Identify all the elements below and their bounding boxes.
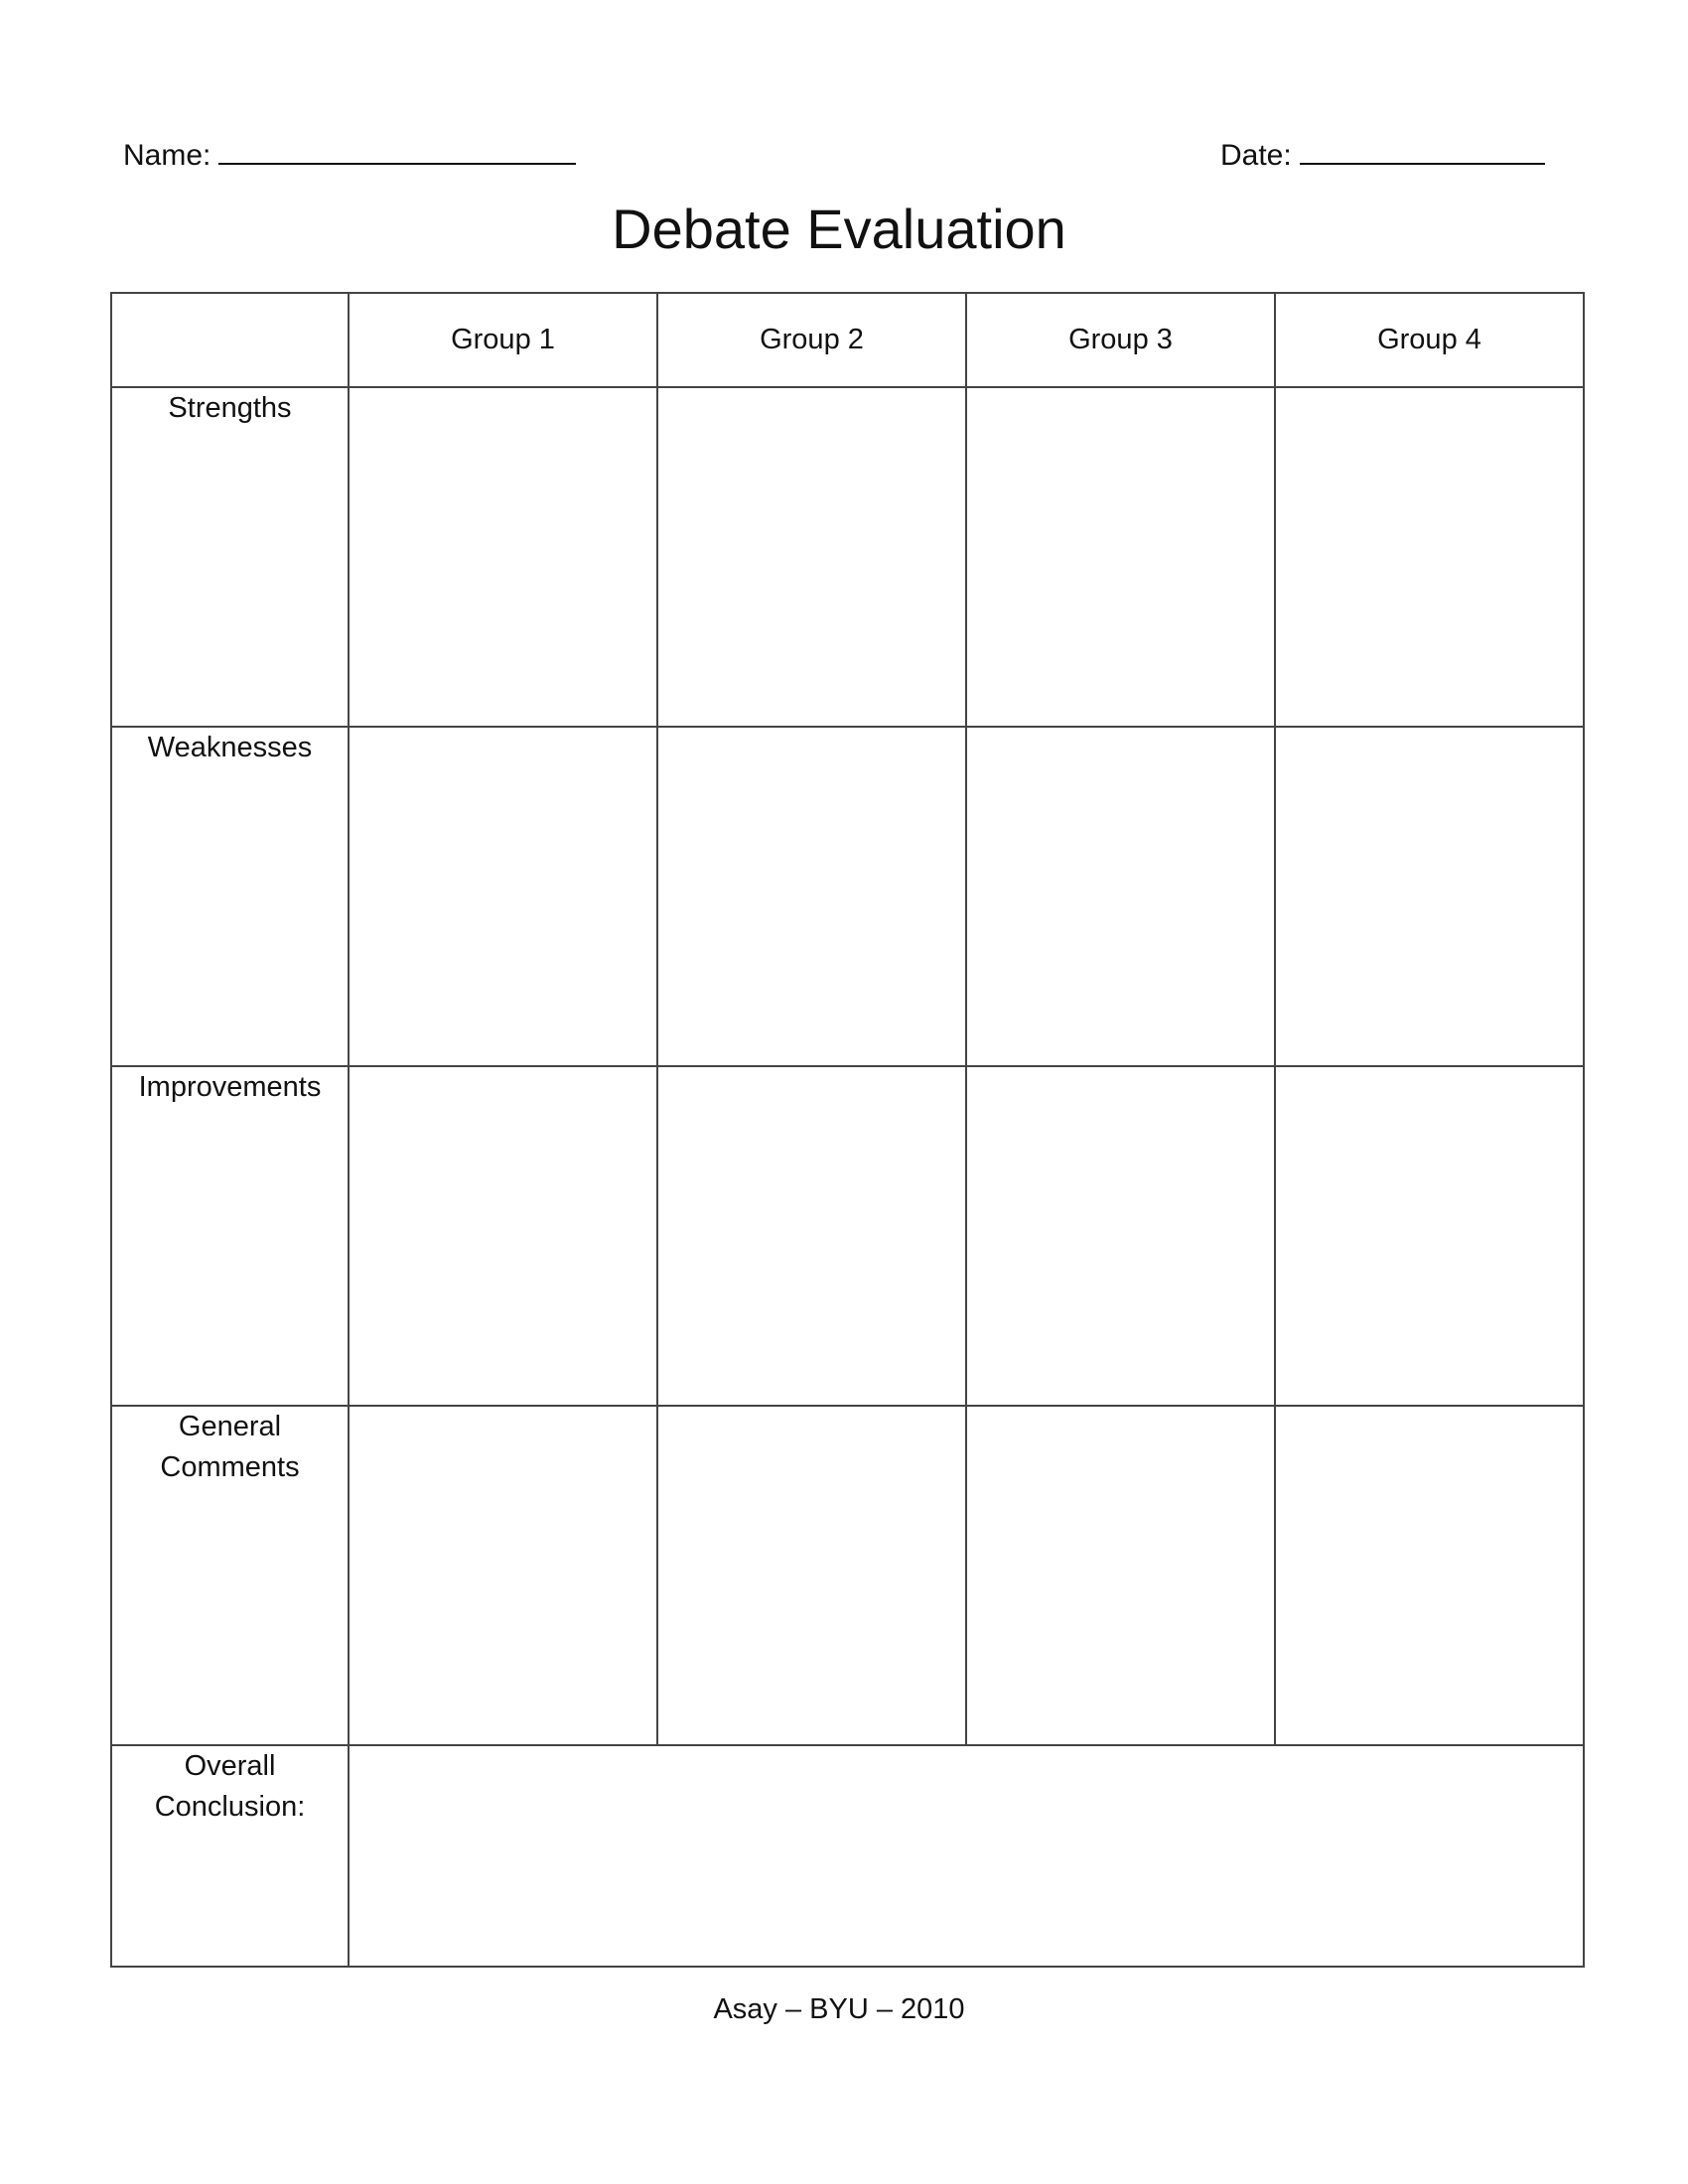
column-header-group-3: Group 3 xyxy=(966,293,1275,387)
row-label-overall-conclusion xyxy=(111,1745,349,1967)
date-label: Date: xyxy=(1220,139,1292,172)
overall-conclusion-cell[interactable] xyxy=(349,1745,1584,1967)
row-label-strengths: Strengths xyxy=(111,387,349,727)
table-row-weaknesses xyxy=(111,727,1584,1066)
row-label-general-comments-line-2: Comments xyxy=(160,1451,300,1483)
improvements-group-3-cell[interactable] xyxy=(966,1066,1275,1406)
name-label: Name: xyxy=(123,139,211,172)
table-row-overall-conclusion xyxy=(111,1745,1584,1967)
table-header-row xyxy=(111,293,1584,387)
strengths-group-4-cell[interactable] xyxy=(1275,387,1584,727)
row-label-improvements: Improvements xyxy=(111,1066,349,1406)
evaluation-table xyxy=(110,292,1585,1968)
strengths-group-1-cell[interactable] xyxy=(349,387,657,727)
name-field xyxy=(123,137,576,174)
table-row-improvements xyxy=(111,1066,1584,1406)
table-row-strengths xyxy=(111,387,1584,727)
date-field xyxy=(1220,137,1545,174)
column-header-group-4: Group 4 xyxy=(1275,293,1584,387)
weaknesses-group-1-cell[interactable] xyxy=(349,727,657,1066)
improvements-group-1-cell[interactable] xyxy=(349,1066,657,1406)
date-blank-line[interactable] xyxy=(1300,137,1545,165)
general-comments-group-4-cell[interactable] xyxy=(1275,1406,1584,1745)
weaknesses-group-4-cell[interactable] xyxy=(1275,727,1584,1066)
weaknesses-group-3-cell[interactable] xyxy=(966,727,1275,1066)
column-header-group-1: Group 1 xyxy=(349,293,657,387)
general-comments-group-2-cell[interactable] xyxy=(657,1406,966,1745)
page-title: Debate Evaluation xyxy=(612,198,1066,260)
column-header-group-2: Group 2 xyxy=(657,293,966,387)
row-label-weaknesses: Weaknesses xyxy=(111,727,349,1066)
row-label-general-comments xyxy=(111,1406,349,1745)
improvements-group-4-cell[interactable] xyxy=(1275,1066,1584,1406)
weaknesses-group-2-cell[interactable] xyxy=(657,727,966,1066)
improvements-group-2-cell[interactable] xyxy=(657,1066,966,1406)
name-blank-line[interactable] xyxy=(218,137,576,165)
row-label-overall-conclusion-line-2: Conclusion: xyxy=(154,1791,306,1823)
footer-credit: Asay – BYU – 2010 xyxy=(713,1993,965,2025)
corner-header-cell xyxy=(111,293,349,387)
row-label-overall-conclusion-line-1: Overall xyxy=(184,1750,276,1782)
row-label-general-comments-line-1: General xyxy=(178,1411,282,1442)
table-row-general-comments xyxy=(111,1406,1584,1745)
strengths-group-2-cell[interactable] xyxy=(657,387,966,727)
general-comments-group-1-cell[interactable] xyxy=(349,1406,657,1745)
strengths-group-3-cell[interactable] xyxy=(966,387,1275,727)
general-comments-group-3-cell[interactable] xyxy=(966,1406,1275,1745)
